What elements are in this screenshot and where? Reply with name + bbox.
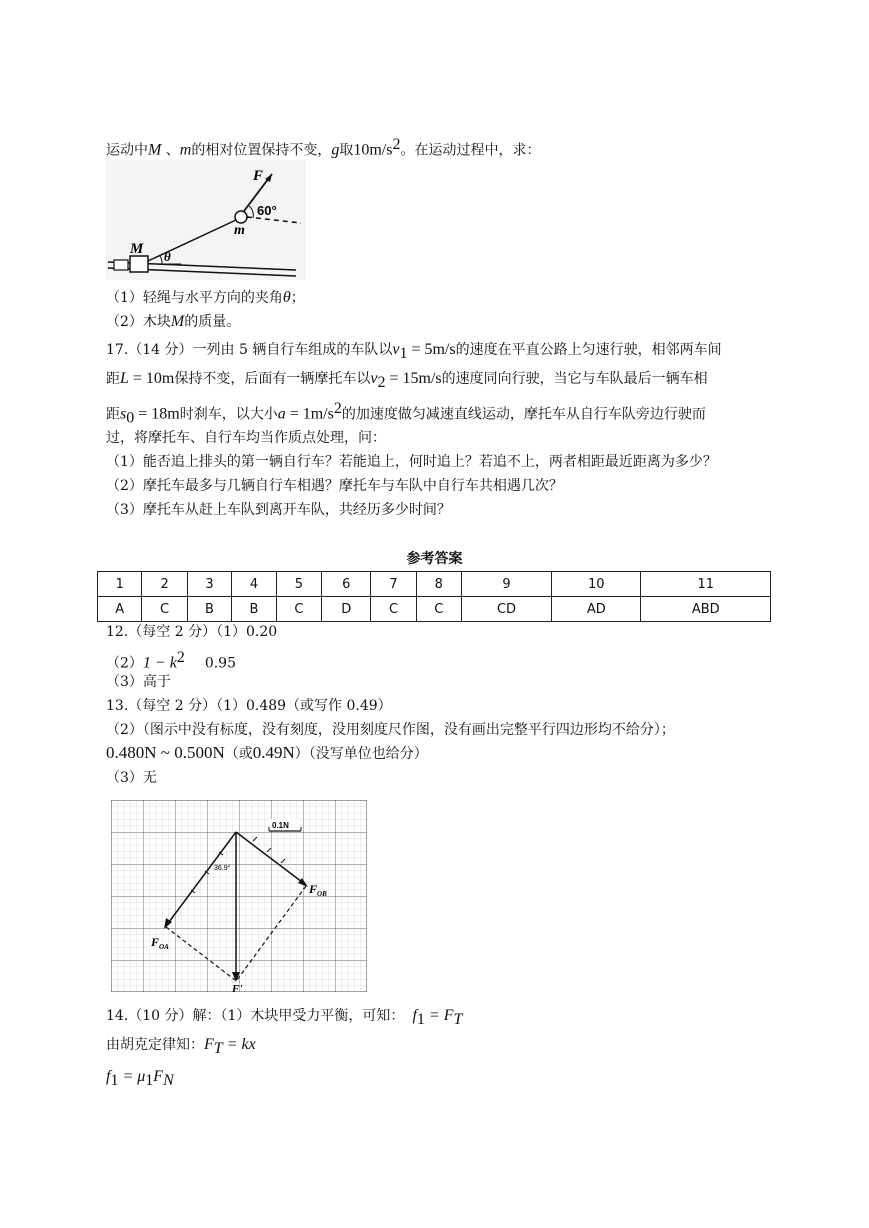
label-F: F — [253, 168, 264, 184]
block-M — [130, 256, 148, 272]
label-FOB: $F_{OB}$ — [309, 882, 327, 898]
answer-number: 6 — [322, 572, 371, 597]
q17-line4: 过，将摩托车、自行车均当作质点处理，问： — [106, 430, 386, 446]
answer-number: 1 — [98, 572, 142, 597]
q16-figure — [106, 160, 306, 280]
answer-number: 7 — [371, 572, 416, 597]
label-60: 60° — [257, 203, 277, 218]
answer-number: 9 — [461, 572, 551, 597]
force-diagram — [111, 800, 367, 992]
q17-sub1: （1）能否追上排头的第一辆自行车？若能追上，何时追上？若追不上，两者相距最近距离为多少？ — [106, 454, 717, 470]
a13-line1: 13.（每空 2 分）（1）0.489（或写作 0.49） — [106, 698, 392, 714]
q17-sub2: （2）摩托车最多与几辆自行车相遇？摩托车与车队中自行车共相遇几次？ — [106, 478, 563, 494]
scale-label: 0.1N — [272, 821, 289, 830]
answer-choice: A — [98, 597, 142, 622]
answer-choice: AD — [552, 597, 641, 622]
answer-table — [97, 571, 771, 622]
answer-choice: B — [187, 597, 232, 622]
answer-choice-row — [98, 597, 771, 622]
q16-intro-line: 运动中M 、m的相对位置保持不变，g取$10m/s^2$。在运动过程中，求： — [106, 136, 541, 159]
label-M: M — [130, 241, 144, 257]
label-m: m — [234, 223, 245, 238]
a13-line2: （2）（图示中没有标度，没有刻度，没用刻度尺作图，没有画出完整平行四边形均不给分）； — [106, 722, 675, 738]
answer-choice: B — [232, 597, 277, 622]
answer-choice: C — [371, 597, 416, 622]
a14-line3: $f_1 = \mu_1F_N$ — [106, 1068, 174, 1089]
label-Fprime: F' — [232, 983, 243, 992]
answer-number: 10 — [552, 572, 641, 597]
a13-line4: （3）无 — [106, 770, 157, 786]
label-FOA: $F_{OA}$ — [151, 935, 169, 951]
answer-number: 2 — [142, 572, 187, 597]
ball-m — [235, 211, 247, 223]
answer-choice: ABD — [641, 597, 771, 622]
answers-title: 参考答案 — [406, 551, 463, 567]
a14-line1: 14.（10 分）解：（1）木块甲受力平衡，可知： $f_1 = F_T$ — [106, 1007, 463, 1028]
answer-choice: C — [276, 597, 321, 622]
a13-line3: 0.480N ~ 0.500N（或0.49N）（没写单位也给分） — [106, 743, 428, 762]
q17-line3: 距$s_0 = 18m$时刹车，以大小$a = 1m/s^2$的加速度做匀减速直线运动，摩托车从自行车队旁边行驶而 — [106, 400, 706, 427]
q16-sub1: （1）轻绳与水平方向的夹角θ； — [106, 289, 305, 306]
answer-number: 3 — [187, 572, 232, 597]
a14-line2: 由胡克定律知：$F_T$ = kx — [106, 1036, 256, 1057]
angle-label: 36.9° — [214, 865, 231, 872]
a12-line1: 12.（每空 2 分）（1）0.20 — [106, 624, 278, 640]
answer-number-row — [98, 572, 771, 597]
a12-line3: （3）高于 — [106, 674, 171, 690]
grid-paper — [111, 800, 367, 992]
answer-choice: D — [322, 597, 371, 622]
rail-end — [114, 260, 128, 270]
label-theta: θ — [164, 249, 171, 264]
answer-choice: C — [416, 597, 461, 622]
answer-choice: CD — [461, 597, 551, 622]
answer-number: 11 — [641, 572, 771, 597]
q17-line2: 距L = 10m保持不变，后面有一辆摩托车以$v_2 = 15m/s$的速度同向行驶，当它与车队最后一辆车相 — [106, 370, 708, 391]
q16-sub2: （2）木块M的质量。 — [106, 313, 241, 330]
answer-number: 8 — [416, 572, 461, 597]
answer-number: 5 — [276, 572, 321, 597]
q17-line1: 17.（14 分）一列由 5 辆自行车组成的车队以$v_1 = 5m/s$的速度在平直公路上匀速行驶，相邻两车间 — [106, 341, 722, 362]
q17-sub3: （3）摩托车从赶上车队到离开车队，共经历多少时间？ — [106, 502, 451, 518]
answer-number: 4 — [232, 572, 277, 597]
a12-line2: $(2)1 - k^2$ 0.95 — [106, 649, 236, 672]
answer-choice: C — [142, 597, 187, 622]
